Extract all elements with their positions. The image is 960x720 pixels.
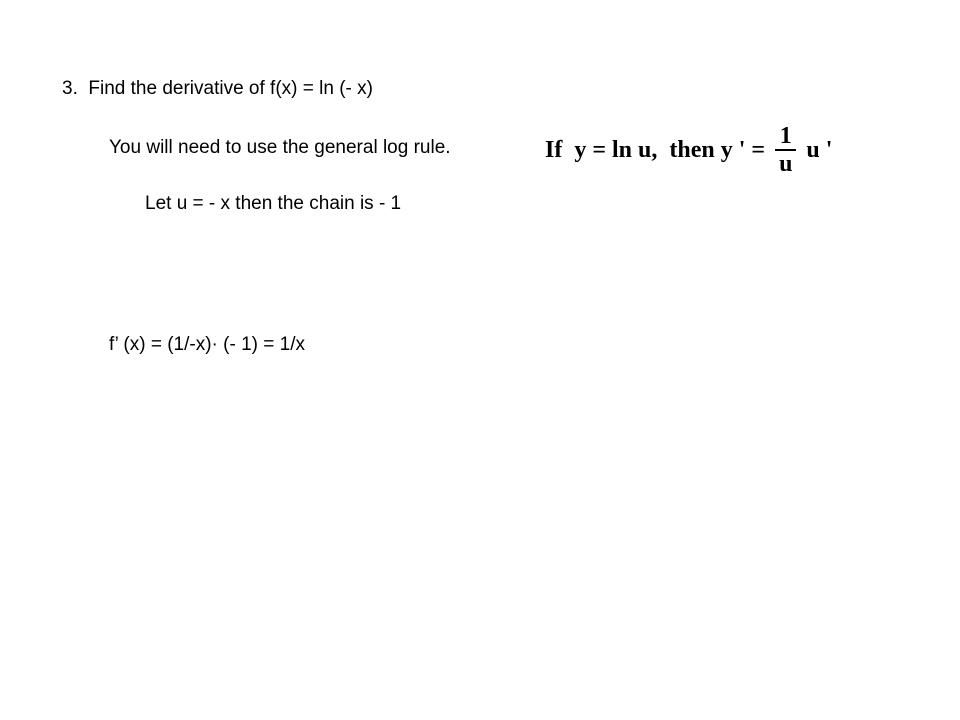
formula-tail: u ' xyxy=(800,136,833,163)
hint-text: You will need to use the general log rule. xyxy=(109,137,451,158)
formula-fraction xyxy=(775,123,796,177)
formula-lead: If y = ln u, then y ' = xyxy=(545,136,772,163)
substitution-text: Let u = - x then the chain is - 1 xyxy=(145,193,402,214)
fraction-denominator: u xyxy=(779,151,793,177)
log-rule-formula xyxy=(545,116,832,184)
problem-statement: 3. Find the derivative of f(x) = ln (- x) xyxy=(62,78,373,99)
fraction-numerator: 1 xyxy=(779,123,792,149)
derivative-result: f’ (x) = (1/-x)· (- 1) = 1/x xyxy=(109,334,305,355)
